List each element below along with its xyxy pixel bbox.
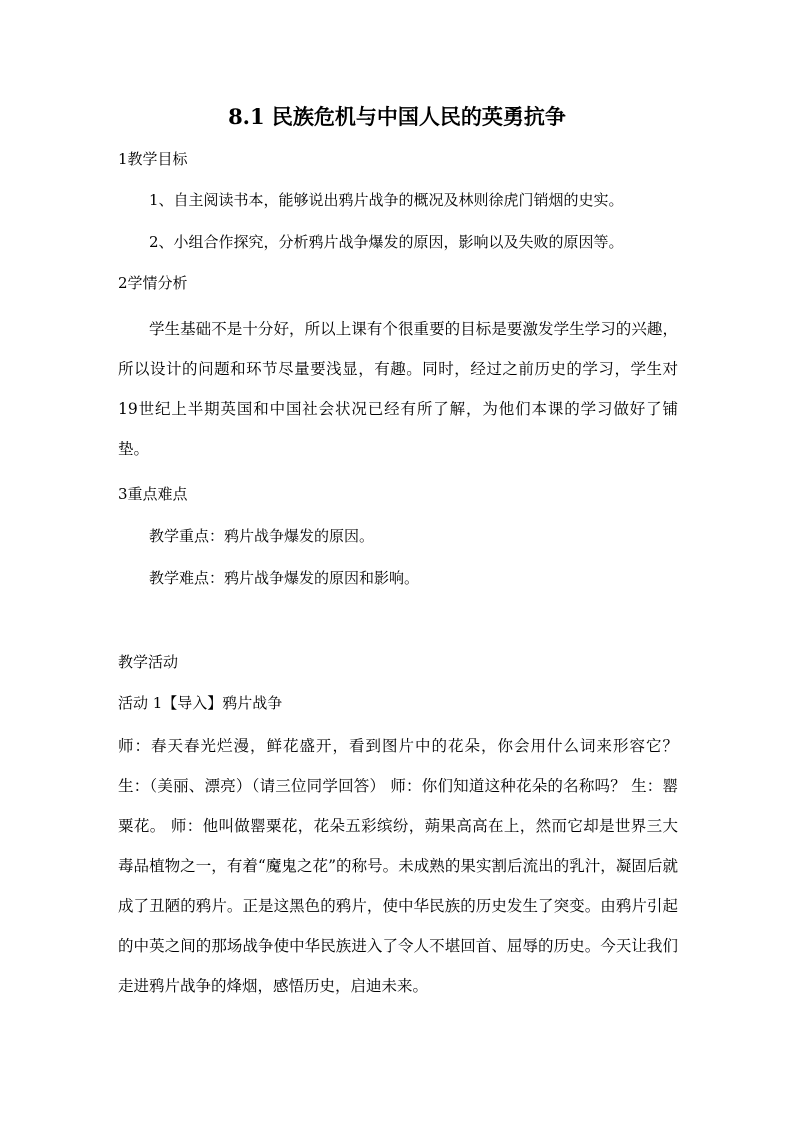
difficult-point-text: 教学难点：鸦片战争爆发的原因和影响。 — [149, 569, 420, 587]
goal-item-1: 1、自主阅读书本，能够说出鸦片战争的概况及林则徐虎门销烟的史实。 — [149, 191, 624, 209]
section-heading-key-points: 3重点难点 — [118, 485, 188, 503]
activity-1-paragraph: 师：春天春光烂漫，鲜花盛开，看到图片中的花朵，你会用什么词来形容它？ 生：（美丽、漂亮）（请三位同学回答） 师：你们知道这种花朵的名称吗？ 生：罂粟花。 师：他叫做罂粟花，花朵五彩缤纷，蒴果高高在上，然而它却是世界三大毒品植物之一，有着“魔鬼之花”的称号。未成熟的果实割后流出的乳汁，凝固后就成了丑陋的鸦片。正是这黑色的鸦片，使中华民族的历史发生了突变。由鸦片引起的中英之间的那场战争使中华民族进入了令人不堪回首、屈辱的历史。今天让我们走进鸦片战争的烽烟，感悟历史，启迪未来。 — [118, 737, 678, 995]
activity-1-title: 活动 1【导入】鸦片战争 — [118, 694, 283, 712]
section-heading-teaching-activities: 教学活动 — [118, 653, 179, 671]
section-heading-teaching-goals: 1教学目标 — [118, 150, 188, 168]
section-heading-learning-analysis: 2学情分析 — [118, 274, 188, 292]
document-title: 8.1 民族危机与中国人民的英勇抗争 — [228, 104, 566, 129]
learning-analysis-paragraph: 学生基础不是十分好，所以上课有个很重要的目标是要激发学生学习的兴趣，所以设计的问题和环节尽量要浅显，有趣。同时，经过之前历史的学习，学生对 19世纪上半期英国和中国社会状况已经有所了解，为他们本课的学习做好了铺垫。 — [118, 320, 678, 458]
goal-item-2: 2、小组合作探究，分析鸦片战争爆发的原因，影响以及失败的原因等。 — [149, 233, 624, 251]
key-point-text: 教学重点：鸦片战争爆发的原因。 — [149, 527, 375, 545]
